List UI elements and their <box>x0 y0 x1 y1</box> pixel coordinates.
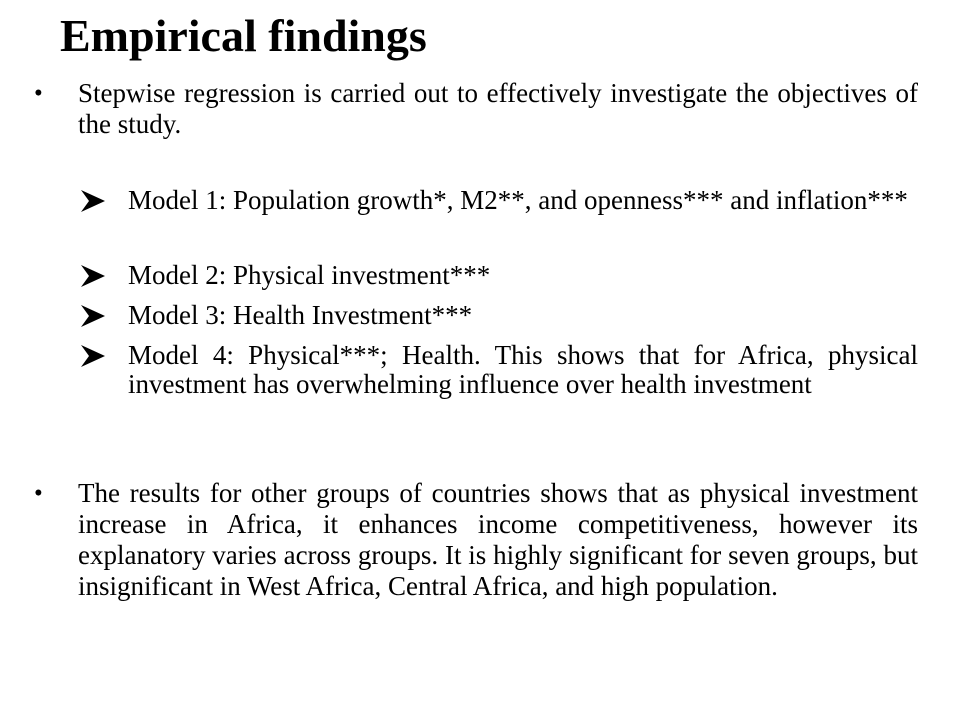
bullet-dot-icon: • <box>34 480 43 507</box>
sub-item-text: Model 2: Physical investment*** <box>128 260 491 290</box>
bullet-dot-icon: • <box>34 80 43 107</box>
sub-item-model-1 <box>78 186 918 215</box>
bullet-text: The results for other groups of countries shows that as physical investment increase in Africa, it enhances income competitiveness, however its explanatory varies across groups. It is highly significant for seven groups, but insignificant in West Africa, Central Africa, and high population. <box>78 478 918 601</box>
sub-item-model-4 <box>78 341 918 399</box>
arrowhead-bullet-icon <box>78 302 108 330</box>
sub-item-text: Model 1: Population growth*, M2**, and openness*** and inflation*** <box>128 185 908 215</box>
arrowhead-bullet-icon <box>78 262 108 290</box>
bullet-item <box>34 78 918 140</box>
arrowhead-bullet-icon <box>78 187 108 215</box>
sub-item-model-3 <box>78 301 918 330</box>
slide-title: Empirical findings <box>60 10 427 61</box>
sub-item-text: Model 3: Health Investment*** <box>128 300 473 330</box>
sub-item-text: Model 4: Physical***; Health. This shows that for Africa, physical investment has overwhelming influence over health investment <box>128 340 918 399</box>
bullet-text: Stepwise regression is carried out to effectively investigate the objectives of the study. <box>78 78 918 139</box>
bullet-item <box>34 478 918 602</box>
sub-item-model-2 <box>78 261 918 290</box>
arrowhead-bullet-icon <box>78 342 108 370</box>
